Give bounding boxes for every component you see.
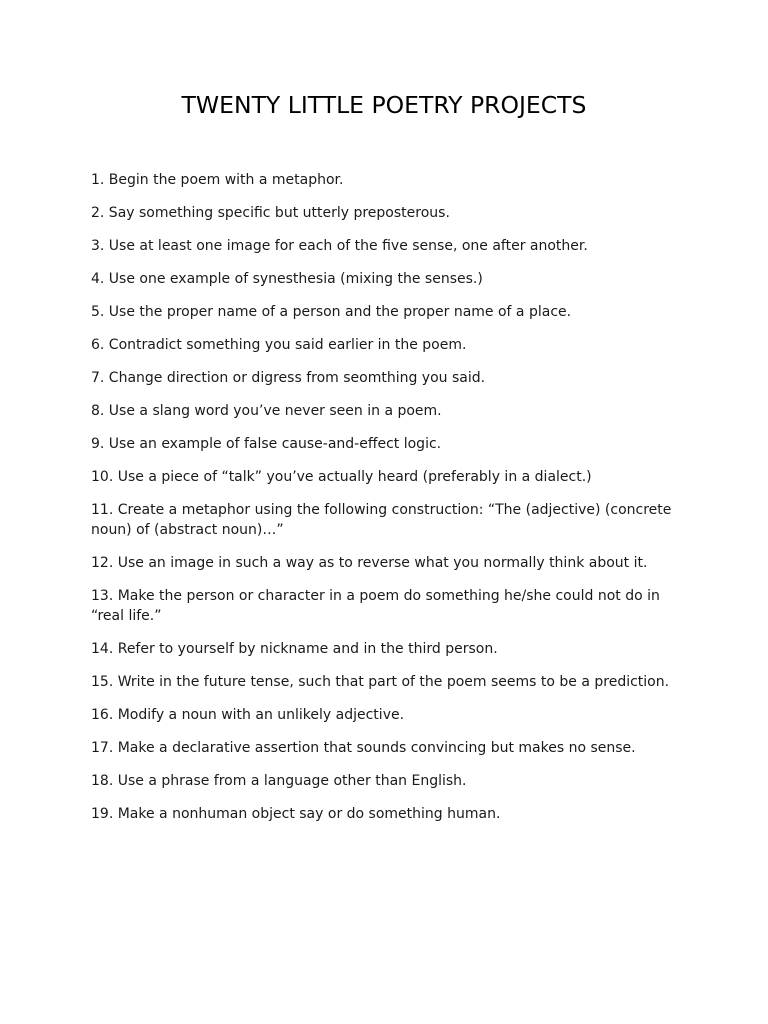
list-item: 8. Use a slang word you’ve never seen in a poem. — [91, 403, 442, 419]
list-item: 17. Make a declarative assertion that sounds convincing but makes no sense. — [91, 740, 636, 756]
list-item: 16. Modify a noun with an unlikely adjective. — [91, 707, 405, 723]
list-item: 18. Use a phrase from a language other than English. — [91, 773, 467, 789]
list-item: 11. Create a metaphor using the following construction: “The (adjective) (concrete noun) of (abstract noun)…” — [91, 502, 672, 538]
list-item: 6. Contradict something you said earlier in the poem. — [91, 337, 467, 353]
list-item: 10. Use a piece of “talk” you’ve actually heard (preferably in a dialect.) — [91, 469, 592, 485]
list-item: 15. Write in the future tense, such that part of the poem seems to be a prediction. — [91, 674, 670, 690]
list-item: 5. Use the proper name of a person and the proper name of a place. — [91, 304, 572, 320]
list-item: 3. Use at least one image for each of the five sense, one after another. — [91, 238, 588, 254]
list-item: 1. Begin the poem with a metaphor. — [91, 172, 344, 188]
list-item: 14. Refer to yourself by nickname and in the third person. — [91, 641, 498, 657]
project-list — [91, 170, 691, 837]
list-item: 13. Make the person or character in a poem do something he/she could not do in “real life.” — [91, 588, 660, 624]
list-item: 19. Make a nonhuman object say or do something human. — [91, 806, 501, 822]
list-item: 7. Change direction or digress from seomthing you said. — [91, 370, 486, 386]
list-item: 4. Use one example of synesthesia (mixing the senses.) — [91, 271, 483, 287]
list-item: 12. Use an image in such a way as to reverse what you normally think about it. — [91, 555, 648, 571]
page-title: TWENTY LITTLE POETRY PROJECTS — [181, 91, 587, 119]
list-item: 2. Say something specific but utterly preposterous. — [91, 205, 450, 221]
list-item: 9. Use an example of false cause-and-effect logic. — [91, 436, 442, 452]
